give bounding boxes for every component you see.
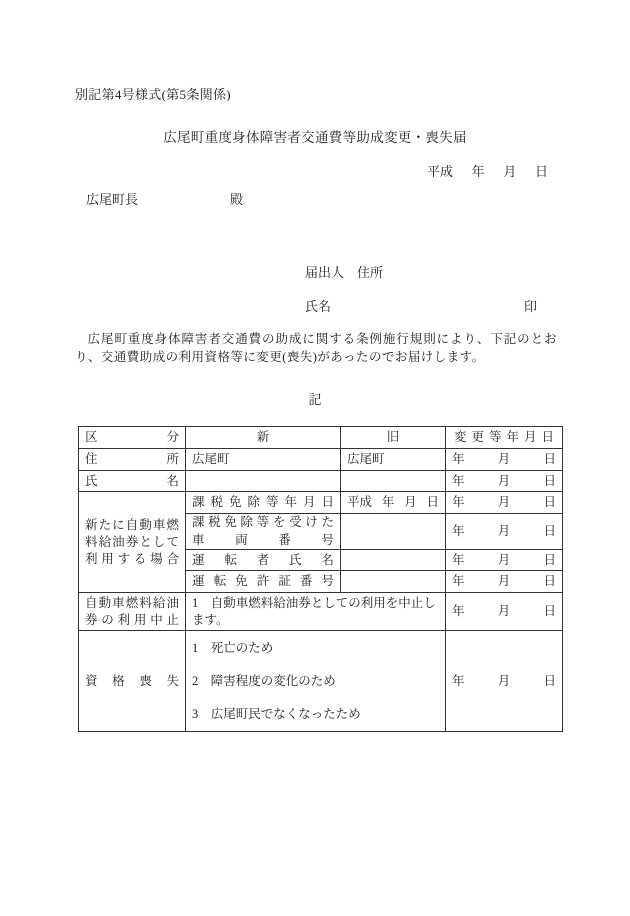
tax-day-label: 日 xyxy=(426,495,439,509)
form-table xyxy=(78,426,563,732)
header-old: 旧 xyxy=(341,427,446,449)
vehicle-number-label-line2: 車両番号 xyxy=(192,532,334,547)
declarant-name-label: 氏名 xyxy=(305,299,332,314)
stop-use-label: 自動車燃料給油券の利用中止 xyxy=(79,593,186,631)
tax-exempt-date-value xyxy=(341,492,446,514)
addressee-honorific: 殿 xyxy=(230,192,244,207)
row-address xyxy=(79,449,563,471)
tax-exempt-era-line xyxy=(347,494,439,511)
declarant-address-label: 届出人 住所 xyxy=(305,265,384,280)
name-old-value xyxy=(341,471,446,492)
body-paragraph: 広尾町重度身体障害者交通費の助成に関する条例施行規則により、下記のとおり、交通費助成の利用資格等に変更(喪失)があったのでお届けします。 xyxy=(75,332,557,364)
addressee-name: 広尾町長 xyxy=(86,192,139,207)
disqualification-label: 資格喪失 xyxy=(79,631,186,732)
tax-year-label: 年 xyxy=(381,495,395,509)
header-new: 新 xyxy=(186,427,341,449)
driver-name-label: 運転者氏名 xyxy=(186,550,341,571)
form-table-container xyxy=(78,426,563,732)
row-name xyxy=(79,471,563,492)
header-change-date: 変更等年月日 xyxy=(446,427,563,449)
submission-date-line xyxy=(427,161,548,180)
stop-use-change-date: 年月日 xyxy=(446,593,563,631)
driver-name-change-date: 年月日 xyxy=(446,550,563,571)
row-stop-use xyxy=(79,593,563,631)
address-change-date: 年月日 xyxy=(446,449,563,471)
disqualification-item-1: 1 死亡のため xyxy=(192,640,274,655)
name-change-date: 年月日 xyxy=(446,471,563,492)
tax-era-label: 平成 xyxy=(347,495,373,509)
vehicle-number-label xyxy=(186,514,341,550)
tax-exempt-change-date: 年月日 xyxy=(446,492,563,514)
address-old-value: 広尾町 xyxy=(341,449,446,471)
disqualification-items xyxy=(186,631,446,732)
vehicle-number-change-date: 年月日 xyxy=(446,514,563,550)
vehicle-number-label-line1: 課税免除等を受けた xyxy=(192,515,334,529)
name-new-value xyxy=(186,471,341,492)
disqualification-change-date: 年月日 xyxy=(446,631,563,732)
license-number-value xyxy=(341,571,446,593)
license-number-label: 運転免許証番号 xyxy=(186,571,341,593)
date-day-label: 日 xyxy=(534,164,548,179)
document-title: 広尾町重度身体障害者交通費等助成変更・喪失届 xyxy=(163,130,467,145)
header-category: 区分 xyxy=(79,427,186,449)
row-disqualification xyxy=(79,631,563,732)
record-mark: 記 xyxy=(308,392,322,407)
row-tax-exempt-date xyxy=(79,492,563,514)
address-new-value: 広尾町 xyxy=(186,449,341,471)
tax-exempt-date-label: 課税免除等年月日 xyxy=(186,492,341,514)
license-number-change-date: 年月日 xyxy=(446,571,563,593)
disqualification-item-3: 3 広尾町民でなくなったため xyxy=(192,706,361,721)
name-label: 氏名 xyxy=(79,471,186,492)
date-year-label: 年 xyxy=(471,164,485,179)
date-era-label: 平成 xyxy=(427,164,454,179)
tax-month-label: 月 xyxy=(404,495,417,509)
driver-name-value xyxy=(341,550,446,571)
table-header-row xyxy=(79,427,563,449)
disqualification-item-2: 2 障害程度の変化のため xyxy=(192,673,336,688)
date-month-label: 月 xyxy=(503,164,517,179)
vehicle-number-value xyxy=(341,514,446,550)
address-label: 住所 xyxy=(79,449,186,471)
addressee-line xyxy=(86,189,286,208)
stop-use-item: 1 自動車燃料給油券としての利用を中止します。 xyxy=(186,593,446,631)
form-reference: 別記第4号様式(第5条関係) xyxy=(75,87,231,102)
seal-mark: 印 xyxy=(524,299,538,314)
new-fuel-group-label: 新たに自動車燃料給油券として利用する場合 xyxy=(79,492,186,593)
